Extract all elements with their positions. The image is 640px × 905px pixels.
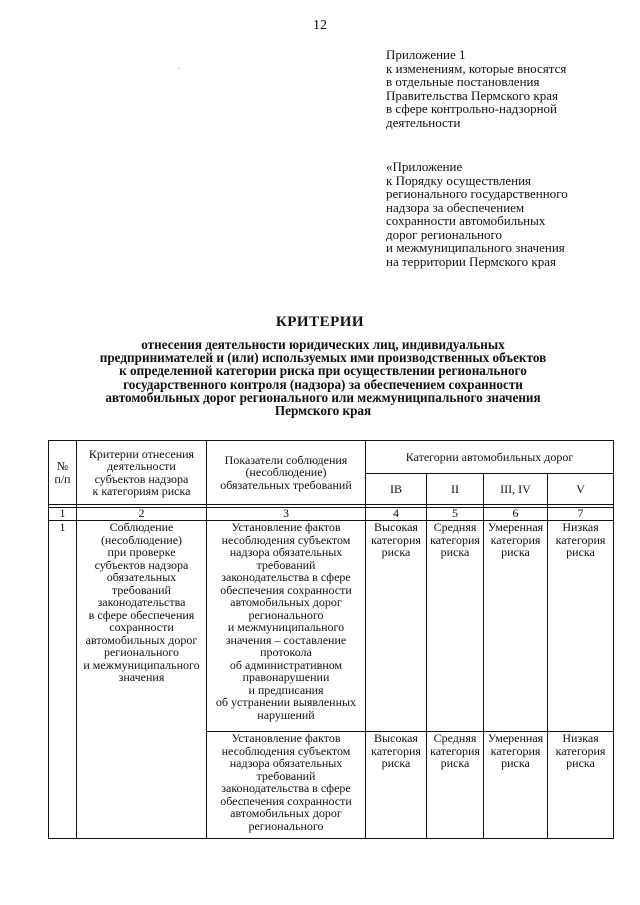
- risk-cell-ii: [427, 732, 484, 839]
- criteria-line: (несоблюдение): [100, 532, 183, 547]
- risk-line: Средняя: [433, 520, 477, 534]
- indicator-line: и межмуниципального: [227, 620, 345, 634]
- indicator-line: об административном: [229, 657, 343, 672]
- column-number: 6: [484, 508, 548, 521]
- indicator-line: протокола: [260, 645, 312, 659]
- column-number: 4: [366, 508, 427, 521]
- subtitle-line: государственного контроля (надзора) за обеспечением сохранности: [123, 376, 523, 392]
- header-cat-ii: II: [427, 474, 484, 505]
- indicator-line: надзора обязательных: [229, 756, 343, 770]
- indicator-line: надзора обязательных: [229, 545, 343, 559]
- column-number: 5: [427, 508, 484, 521]
- appendix-header-line: в сфере контрольно-надзорной: [386, 101, 557, 116]
- indicator-line: регионального: [248, 818, 324, 833]
- risk-cell-iii-iv: [484, 732, 548, 839]
- criteria-line: и межмуниципального: [83, 657, 200, 672]
- criteria-line: при проверке: [107, 545, 176, 559]
- column-number: 1: [49, 508, 77, 521]
- indicator-line: об устранении выявленных: [215, 695, 357, 709]
- criteria-line: Соблюдение: [109, 520, 174, 534]
- risk-cell-ib: [366, 732, 427, 839]
- appendix-quote: [386, 160, 626, 268]
- header-cat-iii-iv: III, IV: [484, 474, 548, 505]
- risk-line: риска: [501, 545, 530, 559]
- subtitle-line: к определенной категории риска при осуществлении регионального: [119, 363, 527, 379]
- risk-line: риска: [381, 756, 411, 770]
- header-criteria-line: Критерии отнесения: [88, 446, 195, 461]
- indicator-line: правонарушении: [242, 670, 330, 684]
- risk-line: риска: [566, 545, 595, 559]
- risk-line: риска: [501, 756, 530, 770]
- risk-line: категория: [430, 743, 480, 758]
- indicator-line: обеспечения сохранности: [220, 582, 352, 597]
- risk-cell-ii: [427, 521, 484, 732]
- criteria-line: регионального: [103, 645, 180, 659]
- indicator-line: обеспечения сохранности: [220, 793, 352, 808]
- risk-line: категория: [371, 532, 421, 547]
- risk-line: категория: [555, 743, 606, 758]
- column-number: 2: [77, 508, 207, 521]
- header-indicators: [207, 441, 366, 505]
- header-num: [49, 441, 77, 505]
- risk-cell-v: [548, 521, 614, 732]
- risk-line: категория: [555, 532, 606, 547]
- header-num-line: п/п: [54, 471, 71, 486]
- appendix-quote-line: «Приложение: [386, 159, 463, 174]
- risk-line: Умеренная: [487, 520, 544, 534]
- appendix-header-line: в отдельные постановления: [386, 74, 540, 89]
- risk-cell-ib: [366, 521, 427, 732]
- risk-line: Высокая: [374, 520, 418, 534]
- risk-line: категория: [430, 532, 480, 547]
- indicator-cell: [207, 521, 366, 732]
- table-row: [49, 521, 614, 732]
- risk-line: Низкая: [562, 520, 599, 534]
- table-header-row: [49, 441, 614, 474]
- appendix-quote-line: надзора за обеспечением: [386, 199, 525, 215]
- indicator-line: требований: [256, 557, 316, 572]
- appendix-header: [386, 48, 626, 129]
- criteria-line: сохранности: [109, 620, 174, 634]
- indicator-cell: [207, 732, 366, 839]
- risk-line: Умеренная: [487, 731, 544, 745]
- header-criteria: [77, 441, 207, 505]
- header-criteria-line: к категориям риска: [92, 484, 191, 498]
- page-number: 12: [313, 18, 327, 33]
- appendix-header-line: к изменениям, которые вносятся: [386, 60, 567, 76]
- risk-line: риска: [566, 756, 595, 770]
- indicator-line: законодательства в сфере: [221, 570, 351, 584]
- risk-line: риска: [440, 545, 470, 559]
- appendix-quote-line: и межмуниципального значения: [386, 240, 565, 255]
- appendix-quote-line: регионального государственного: [386, 186, 568, 201]
- risk-line: категория: [490, 532, 541, 547]
- criteria-line: законодательства: [97, 595, 186, 609]
- header-indicators-line: обязательных требований: [220, 477, 352, 492]
- criteria-line: субъектов надзора: [94, 557, 189, 572]
- risk-line: категория: [490, 743, 541, 758]
- indicator-line: нарушений: [257, 707, 315, 722]
- row-num: 1: [49, 521, 77, 839]
- risk-cell-v: [548, 732, 614, 839]
- row-criteria: [77, 521, 207, 839]
- criteria-line: требований: [112, 582, 171, 597]
- indicator-line: Установление фактов: [231, 520, 341, 534]
- appendix-quote-line: на территории Пермского края: [386, 253, 556, 269]
- header-road-categories: Категории автомобильных дорог: [366, 441, 614, 474]
- subtitle-line: автомобильных дорог регионального или межмуниципального значения: [105, 389, 541, 405]
- column-number: 7: [548, 508, 614, 521]
- appendix-quote-line: дорог регионального: [386, 226, 502, 242]
- risk-line: Высокая: [374, 731, 418, 745]
- document-subtitle: [40, 338, 606, 417]
- criteria-line: автомобильных дорог: [85, 632, 198, 647]
- risk-cell-iii-iv: [484, 521, 548, 732]
- header-cat-ib: IB: [366, 474, 427, 505]
- header-criteria-line: деятельности: [107, 459, 176, 473]
- risk-line: категория: [371, 743, 421, 758]
- header-criteria-line: субъектов надзора: [94, 471, 189, 486]
- document-title: КРИТЕРИИ: [275, 314, 365, 330]
- header-cat-v: V: [548, 474, 614, 505]
- indicator-line: автомобильных дорог: [230, 595, 342, 609]
- indicator-line: требований: [256, 768, 316, 783]
- indicator-line: Установление фактов: [231, 731, 341, 745]
- appendix-header-line: Приложение 1: [386, 47, 466, 62]
- header-indicators-line: (несоблюдение): [245, 465, 327, 480]
- indicator-line: и предписания: [248, 682, 324, 697]
- column-number-row: [49, 508, 614, 521]
- appendix-quote-line: сохранности автомобильных: [386, 213, 546, 228]
- appendix-quote-line: к Порядку осуществления: [386, 172, 532, 188]
- scan-dot-mark: .: [178, 62, 180, 71]
- risk-line: риска: [381, 545, 411, 559]
- appendix-header-line: Правительства Пермского края: [386, 87, 558, 103]
- indicator-line: регионального: [248, 607, 324, 622]
- criteria-line: значения: [118, 670, 165, 684]
- indicator-line: несоблюдения субъектом: [221, 532, 351, 547]
- header-indicators-line: Показатели соблюдения: [224, 452, 348, 467]
- subtitle-line: отнесения деятельности юридических лиц, индивидуальных: [141, 337, 505, 352]
- subtitle-line: Пермского края: [274, 403, 372, 419]
- indicator-line: несоблюдения субъектом: [221, 743, 351, 758]
- criteria-line: обязательных: [106, 570, 177, 584]
- criteria-table: [48, 440, 614, 839]
- risk-line: Низкая: [562, 731, 599, 745]
- indicator-line: значения – составление: [225, 632, 347, 647]
- indicator-line: автомобильных дорог: [230, 806, 342, 820]
- column-number: 3: [207, 508, 366, 521]
- header-num-line: №: [56, 459, 69, 473]
- risk-line: риска: [440, 756, 470, 770]
- indicator-line: законодательства в сфере: [221, 781, 351, 795]
- criteria-line: в сфере обеспечения: [88, 607, 195, 622]
- appendix-header-line: деятельности: [386, 114, 461, 130]
- risk-line: Средняя: [433, 731, 477, 745]
- subtitle-line: предпринимателей и (или) используемых ими производственных объектов: [99, 350, 547, 366]
